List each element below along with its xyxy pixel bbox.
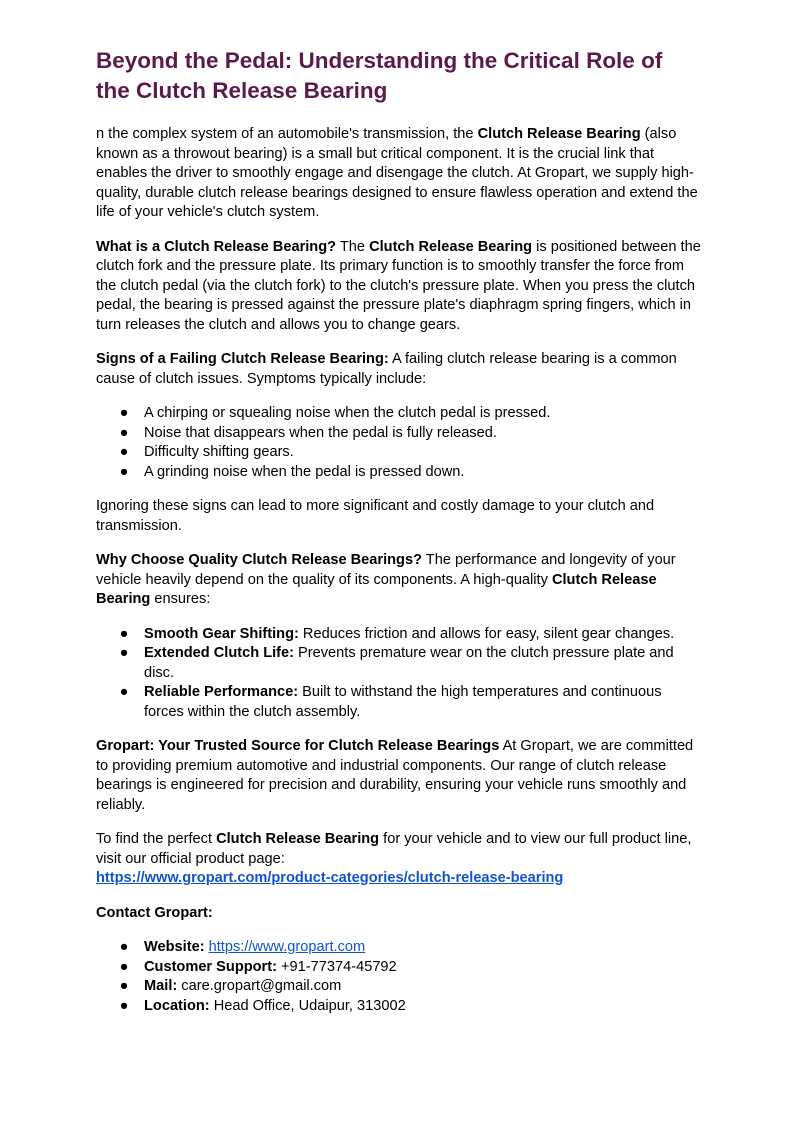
bullet-icon: ● [119,463,129,480]
list-item-text: Difficulty shifting gears. [144,444,294,460]
find-text-2: for your vehicle and to view our full product line, visit our official product page: [96,831,692,867]
bullet-icon: ● [119,684,129,700]
why-paragraph [96,551,701,610]
contact-list [96,938,701,1016]
what-text-1: The [336,238,370,255]
find-text-1: To find the perfect [96,831,217,847]
website-link[interactable]: https://www.gropart.com [208,939,366,955]
contact-label: Customer Support: [144,958,277,975]
intro-text-2: (also known as a throwout bearing) is a small but critical component. It is the crucial link that enables the driver to smoothly engage and disengage the clutch. At Gropart, we supply high-quality, durable clutch release bearings designed to ensure flawless operation and extend the life of your vehicle's clutch system. [96,126,698,220]
why-text-1: The performance and longevity of your vehicle heavily depend on the quality of its components. A high-quality [96,552,676,588]
benefit-text: Prevents premature wear on the clutch pressure plate and disc. [144,645,674,681]
what-paragraph [96,238,701,336]
benefit-label: Smooth Gear Shifting: [144,625,299,642]
bullet-icon: ● [119,997,129,1014]
benefit-text: Reduces friction and allows for easy, silent gear changes. [298,625,675,642]
list-item [96,443,701,463]
ignoring-paragraph: Ignoring these signs can lead to more significant and costly damage to your clutch and transmission. [96,498,655,534]
signs-text: A failing clutch release bearing is a common cause of clutch issues. Symptoms typically include: [96,351,677,387]
gropart-text: At Gropart, we are committed to providing premium automotive and industrial components. Our range of clutch release bearings is engineered for precision and durability, ensuring your vehicle runs smoothly and reliably. [96,738,694,813]
bullet-icon: ● [119,958,129,975]
list-item [96,958,701,978]
bullet-icon: ● [119,978,129,994]
list-item [96,424,701,444]
list-item-text: A chirping or squealing noise when the clutch pedal is pressed. [144,405,551,421]
page-title: Beyond the Pedal: Understanding the Critical Role of the Clutch Release Bearing [96,48,663,103]
contact-value: care.gropart@gmail.com [177,978,342,994]
list-item [96,997,701,1017]
gropart-paragraph [96,737,701,815]
list-item-text: A grinding noise when the pedal is pressed down. [144,463,465,480]
bullet-icon: ● [119,939,129,955]
contact-heading-paragraph [96,904,701,924]
contact-label: Location: [144,997,210,1014]
bullet-icon: ● [119,444,129,460]
benefits-list [96,625,701,723]
list-item [96,977,701,997]
gropart-heading: Gropart: Your Trusted Source for Clutch Release Bearings [96,738,500,754]
list-item [96,463,701,483]
intro-paragraph [96,125,701,223]
why-text-2: ensures: [150,591,211,607]
why-bold-term: Clutch Release Bearing [96,571,657,607]
contact-label: Mail: [144,978,178,994]
benefit-text: Built to withstand the high temperatures and continuous forces within the clutch assembly. [144,684,662,720]
find-paragraph [96,830,701,889]
contact-value: Head Office, Udaipur, 313002 [209,997,406,1014]
contact-value: +91-77374-45792 [276,958,397,975]
bullet-icon: ● [119,645,129,661]
what-bold-term: Clutch Release Bearing [369,238,533,255]
symptoms-list [96,404,701,482]
list-item [96,625,701,645]
signs-heading: Signs of a Failing Clutch Release Bearing: [96,351,389,367]
intro-bold-term: Clutch Release Bearing [477,126,641,142]
bullet-icon: ● [119,625,129,642]
bullet-icon: ● [119,405,129,421]
bullet-icon: ● [119,424,129,441]
intro-text-1: n the complex system of an automobile's transmission, the [96,126,478,142]
document-page [96,46,701,1031]
contact-label: Website: [144,939,205,955]
signs-paragraph [96,350,701,389]
what-heading: What is a Clutch Release Bearing? [96,238,337,255]
list-item [96,938,701,958]
list-item [96,683,701,722]
find-bold-term: Clutch Release Bearing [216,831,380,847]
list-item-text: Noise that disappears when the pedal is fully released. [144,424,497,441]
what-text-2: is positioned between the clutch fork and the pressure plate. Its primary function is to smoothly transfer the force from the clutch pedal (via the clutch fork) to the clutch's pressure plate. When you press the clutch pedal, the bearing is pressed against the pressure plate's diaphragm spring fingers, which in turn releases the clutch and allows you to change gears. [96,238,701,333]
benefit-label: Extended Clutch Life: [144,645,294,661]
why-heading: Why Choose Quality Clutch Release Bearings? [96,552,423,568]
list-item [96,644,701,683]
benefit-label: Reliable Performance: [144,684,299,700]
product-page-link[interactable]: https://www.gropart.com/product-categories/clutch-release-bearing [96,870,564,886]
contact-heading: Contact Gropart: [96,904,213,921]
list-item [96,404,701,424]
